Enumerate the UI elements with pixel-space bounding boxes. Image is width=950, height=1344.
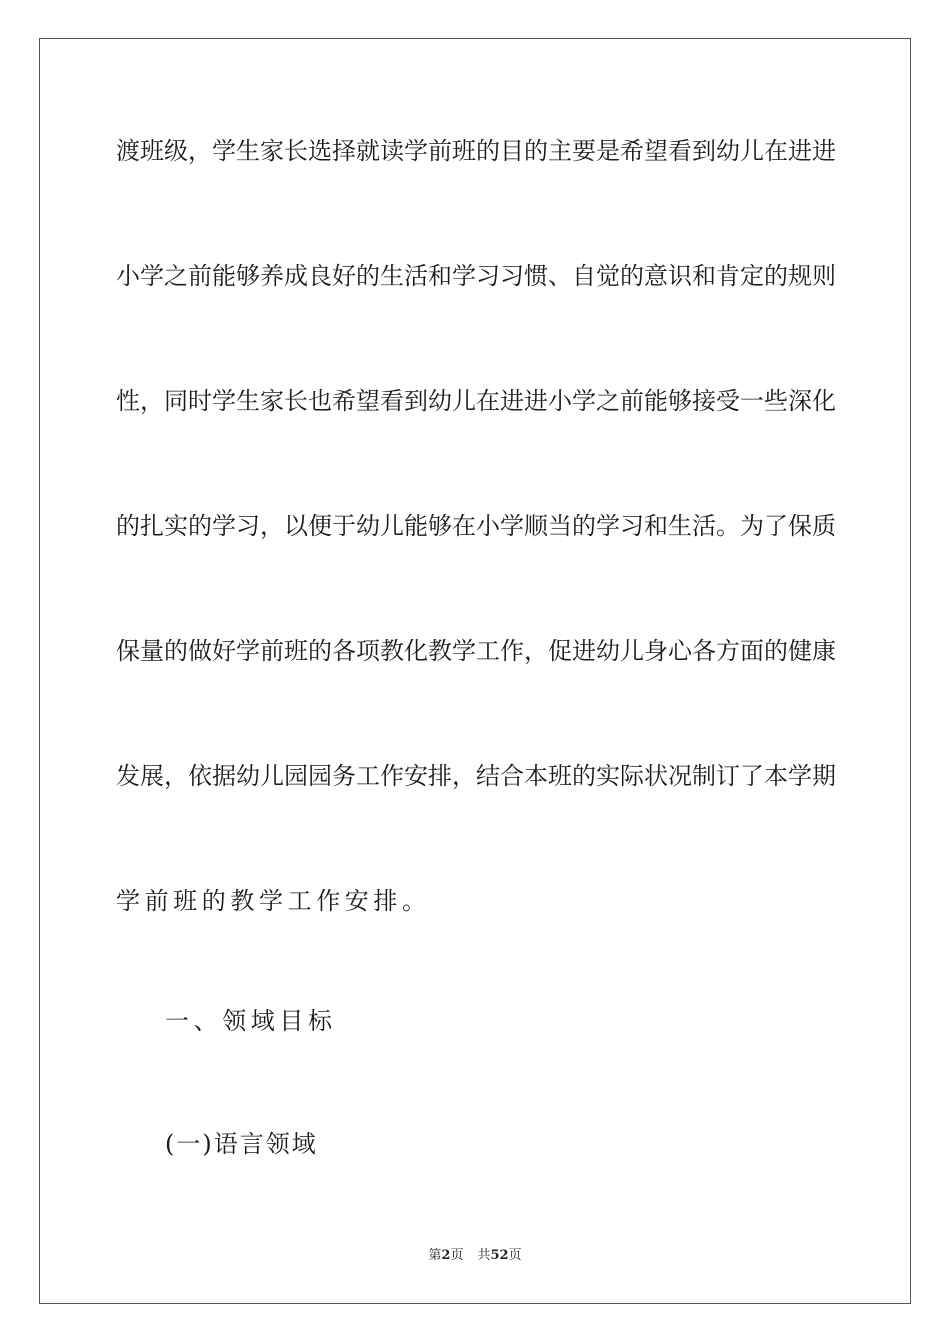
paragraph-line-5: 保量的做好学前班的各项教化教学工作，促进幼儿身心各方面的健康 bbox=[116, 637, 836, 665]
subsection-heading: (一)语言领域 bbox=[165, 1130, 318, 1158]
page-footer bbox=[0, 1247, 950, 1265]
footer-page-number: 2 bbox=[441, 1248, 451, 1263]
footer-page-suffix: 页 bbox=[450, 1248, 464, 1263]
page-border bbox=[39, 38, 911, 1304]
footer-total-suffix: 页 bbox=[508, 1248, 522, 1263]
paragraph-line-1: 渡班级，学生家长选择就读学前班的目的主要是希望看到幼儿在进进 bbox=[116, 137, 836, 165]
paragraph-line-4: 的扎实的学习，以便于幼儿能够在小学顺当的学习和生活。为了保质 bbox=[116, 512, 836, 540]
paragraph-line-2: 小学之前能够养成良好的生活和学习习惯、自觉的意识和肯定的规则 bbox=[116, 262, 836, 290]
paragraph-line-3: 性，同时学生家长也希望看到幼儿在进进小学之前能够接受一些深化 bbox=[116, 387, 836, 415]
footer-total-prefix: 共 bbox=[477, 1248, 491, 1263]
section-heading: 一、领域目标 bbox=[165, 1007, 337, 1035]
footer-page-prefix: 第 bbox=[428, 1248, 442, 1263]
footer-total-pages: 52 bbox=[490, 1248, 509, 1263]
paragraph-line-6: 发展，依据幼儿园园务工作安排，结合本班的实际状况制订了本学期 bbox=[116, 762, 836, 790]
paragraph-line-7: 学前班的教学工作安排。 bbox=[116, 887, 431, 915]
